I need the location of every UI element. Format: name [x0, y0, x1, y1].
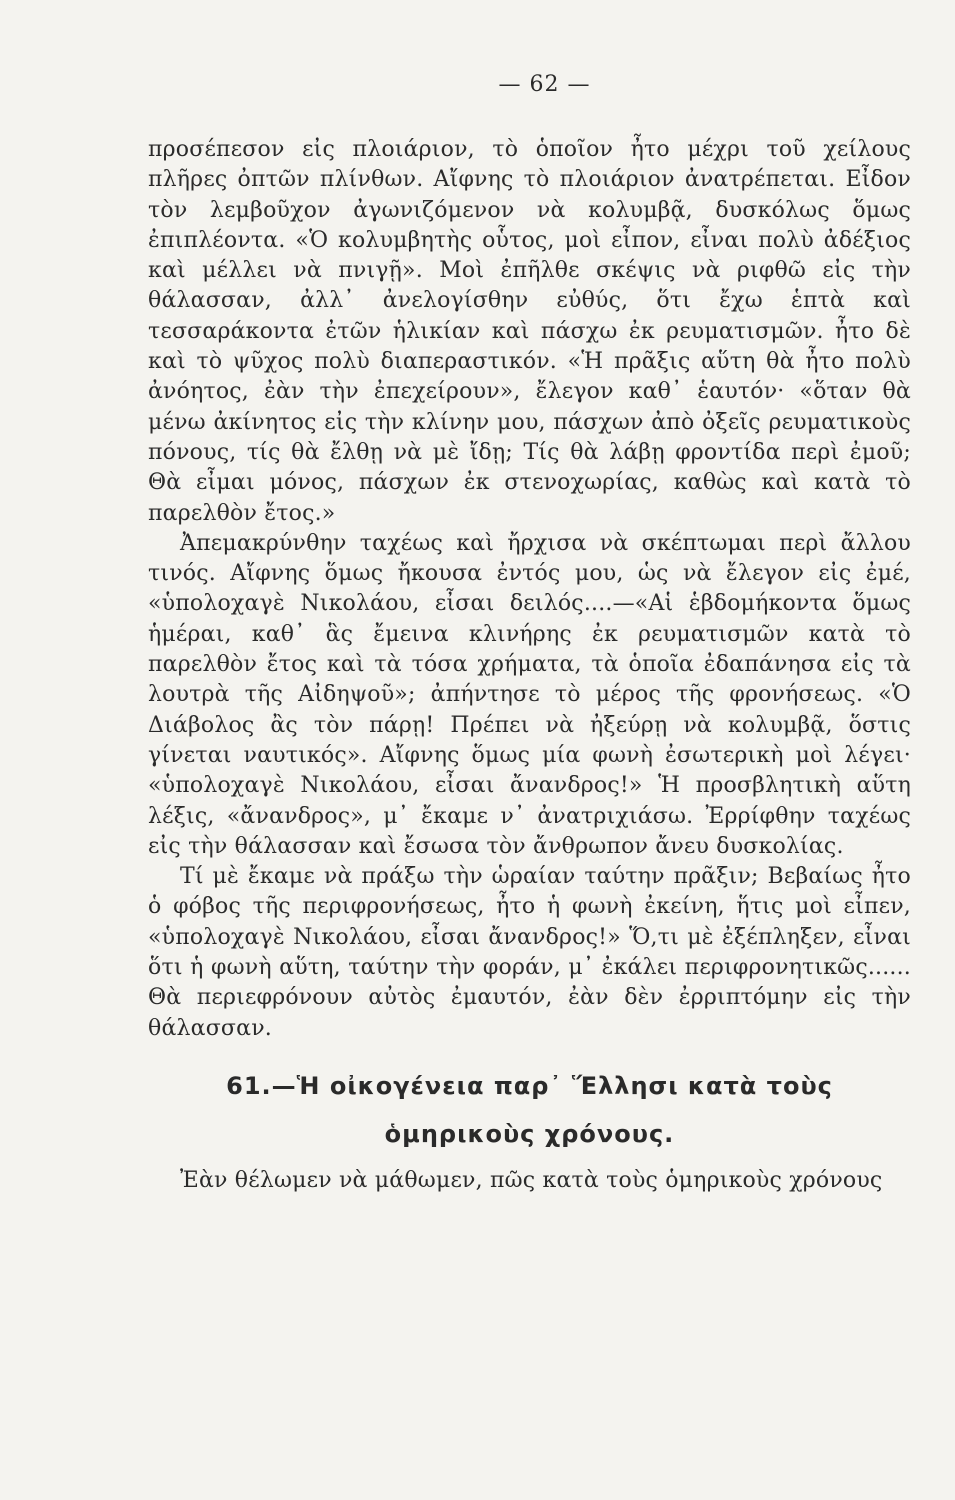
- paragraph-1: προσέπεσον εἰς πλοιάριον, τὸ ὁποῖον ἦτο μέχρι τοῦ χείλους πλῆρες ὀπτῶν πλίνθων. Αἴφνης τὸ πλοιάριον ἀνατρέπεται. Εἶδον τὸν λεμβοῦχον ἀγωνιζόμενον νὰ κολυμβᾷ, δυσκόλως ὅμως ἐπιπλέοντα. «Ὁ κολυμβητὴς οὗτος, μοὶ εἶπον, εἶναι πολὺ ἀδέξιος καὶ μέλλει νὰ πνιγῇ». Μοὶ ἐπῆλθε σκέψις νὰ ριφθῶ εἰς τὴν θάλασσαν, ἀλλ᾽ ἀνελογίσθην εὐθύς, ὅτι ἔχω ἑπτὰ καὶ τεσσαράκοντα ἐτῶν ἡλικίαν καὶ πάσχω ἐκ ρευματισμῶν. ἦτο δὲ καὶ τὸ ψῦχος πολὺ διαπεραστικόν. «Ἡ πρᾶξις αὕτη θὰ ἦτο πολὺ ἀνόητος, ἐὰν τὴν ἐπεχείρουν», ἔλεγον καθ᾽ ἑαυτόν· «ὅταν θὰ μένω ἀκίνητος εἰς τὴν κλίνην μου, πάσχων ἀπὸ ὀξεῖς ρευματικοὺς πόνους, τίς θὰ ἔλθῃ νὰ μὲ ἴδῃ; Τίς θὰ λάβῃ φροντίδα περὶ ἐμοῦ; Θὰ εἶμαι μόνος, πάσχων ἐκ στενοχωρίας, καθὼς καὶ κατὰ τὸ παρελθὸν ἔτος.»: [148, 137, 911, 526]
- paragraph-2: Ἀπεμακρύνθην ταχέως καὶ ἤρχισα νὰ σκέπτωμαι περὶ ἄλλου τινός. Αἴφνης ὅμως ἤκουσα ἐντός μου, ὡς νὰ ἔλεγον εἰς ἐμέ, «ὑπολοχαγὲ Νικολάου, εἶσαι δειλός....—«Αἱ ἑβδομήκοντα ὅμως ἡμέραι, καθ᾽ ἃς ἔμεινα κλινήρης ἐκ ρευματισμῶν κατὰ τὸ παρελθὸν ἔτος καὶ τὰ τόσα χρήματα, τὰ ὁποῖα ἐδαπάνησα εἰς τὰ λουτρὰ τῆς Αἰδηψοῦ»; ἀπήντησε τὸ μέρος τῆς φρονήσεως. «Ὁ Διάβολος ἂς τὸν πάρῃ! Πρέπει νὰ ἠξεύρῃ νὰ κολυμβᾷ, ὅστις γίνεται ναυτικός». Αἴφνης ὅμως μία φωνὴ ἐσωτερικὴ μοὶ λέγει· «ὑπολοχαγὲ Νικολάου, εἶσαι ἄνανδρος!» Ἡ προσβλητικὴ αὕτη λέξις, «ἄνανδρος», μ᾽ ἔκαμε ν᾽ ἀνατριχιάσω. Ἐρρίφθην ταχέως εἰς τὴν θάλασσαν καὶ ἔσωσα τὸν ἄνθρωπον ἄνευ δυσκολίας.: [148, 530, 911, 859]
- section-paragraph: Ἐὰν θέλωμεν νὰ μάθωμεν, πῶς κατὰ τοὺς ὁμηρικοὺς χρόνους: [180, 1167, 883, 1193]
- paragraph-3: Τί μὲ ἔκαμε νὰ πράξω τὴν ὡραίαν ταύτην πρᾶξιν; Βεβαίως ἦτο ὁ φόβος τῆς περιφρονήσεως, ἦτο ἡ φωνὴ ἐκείνη, ἥτις μοὶ εἶπεν, «ὑπολοχαγὲ Νικολάου, εἶσαι ἄνανδρος!» Ὅ,τι μὲ ἐξέπληξεν, εἶναι ὅτι ἡ φωνὴ αὕτη, ταύτην τὴν φοράν, μ᾽ ἐκάλει περιφρονητικῶς...... Θὰ περιεφρόνουν αὐτὸς ἐμαυτόν, ἐὰν δὲν ἐρριπτόμην εἰς τὴν θάλασσαν.: [148, 864, 911, 1041]
- page-number: — 62 —: [498, 72, 591, 97]
- section-heading-line-2: ὁμηρικοὺς χρόνους.: [384, 1119, 675, 1148]
- section-heading-line-1: 61.—Ἡ οἰκογένεια παρ᾽ Ἕλλησι κατὰ τοὺς: [226, 1071, 833, 1100]
- section-heading: [148, 1062, 911, 1158]
